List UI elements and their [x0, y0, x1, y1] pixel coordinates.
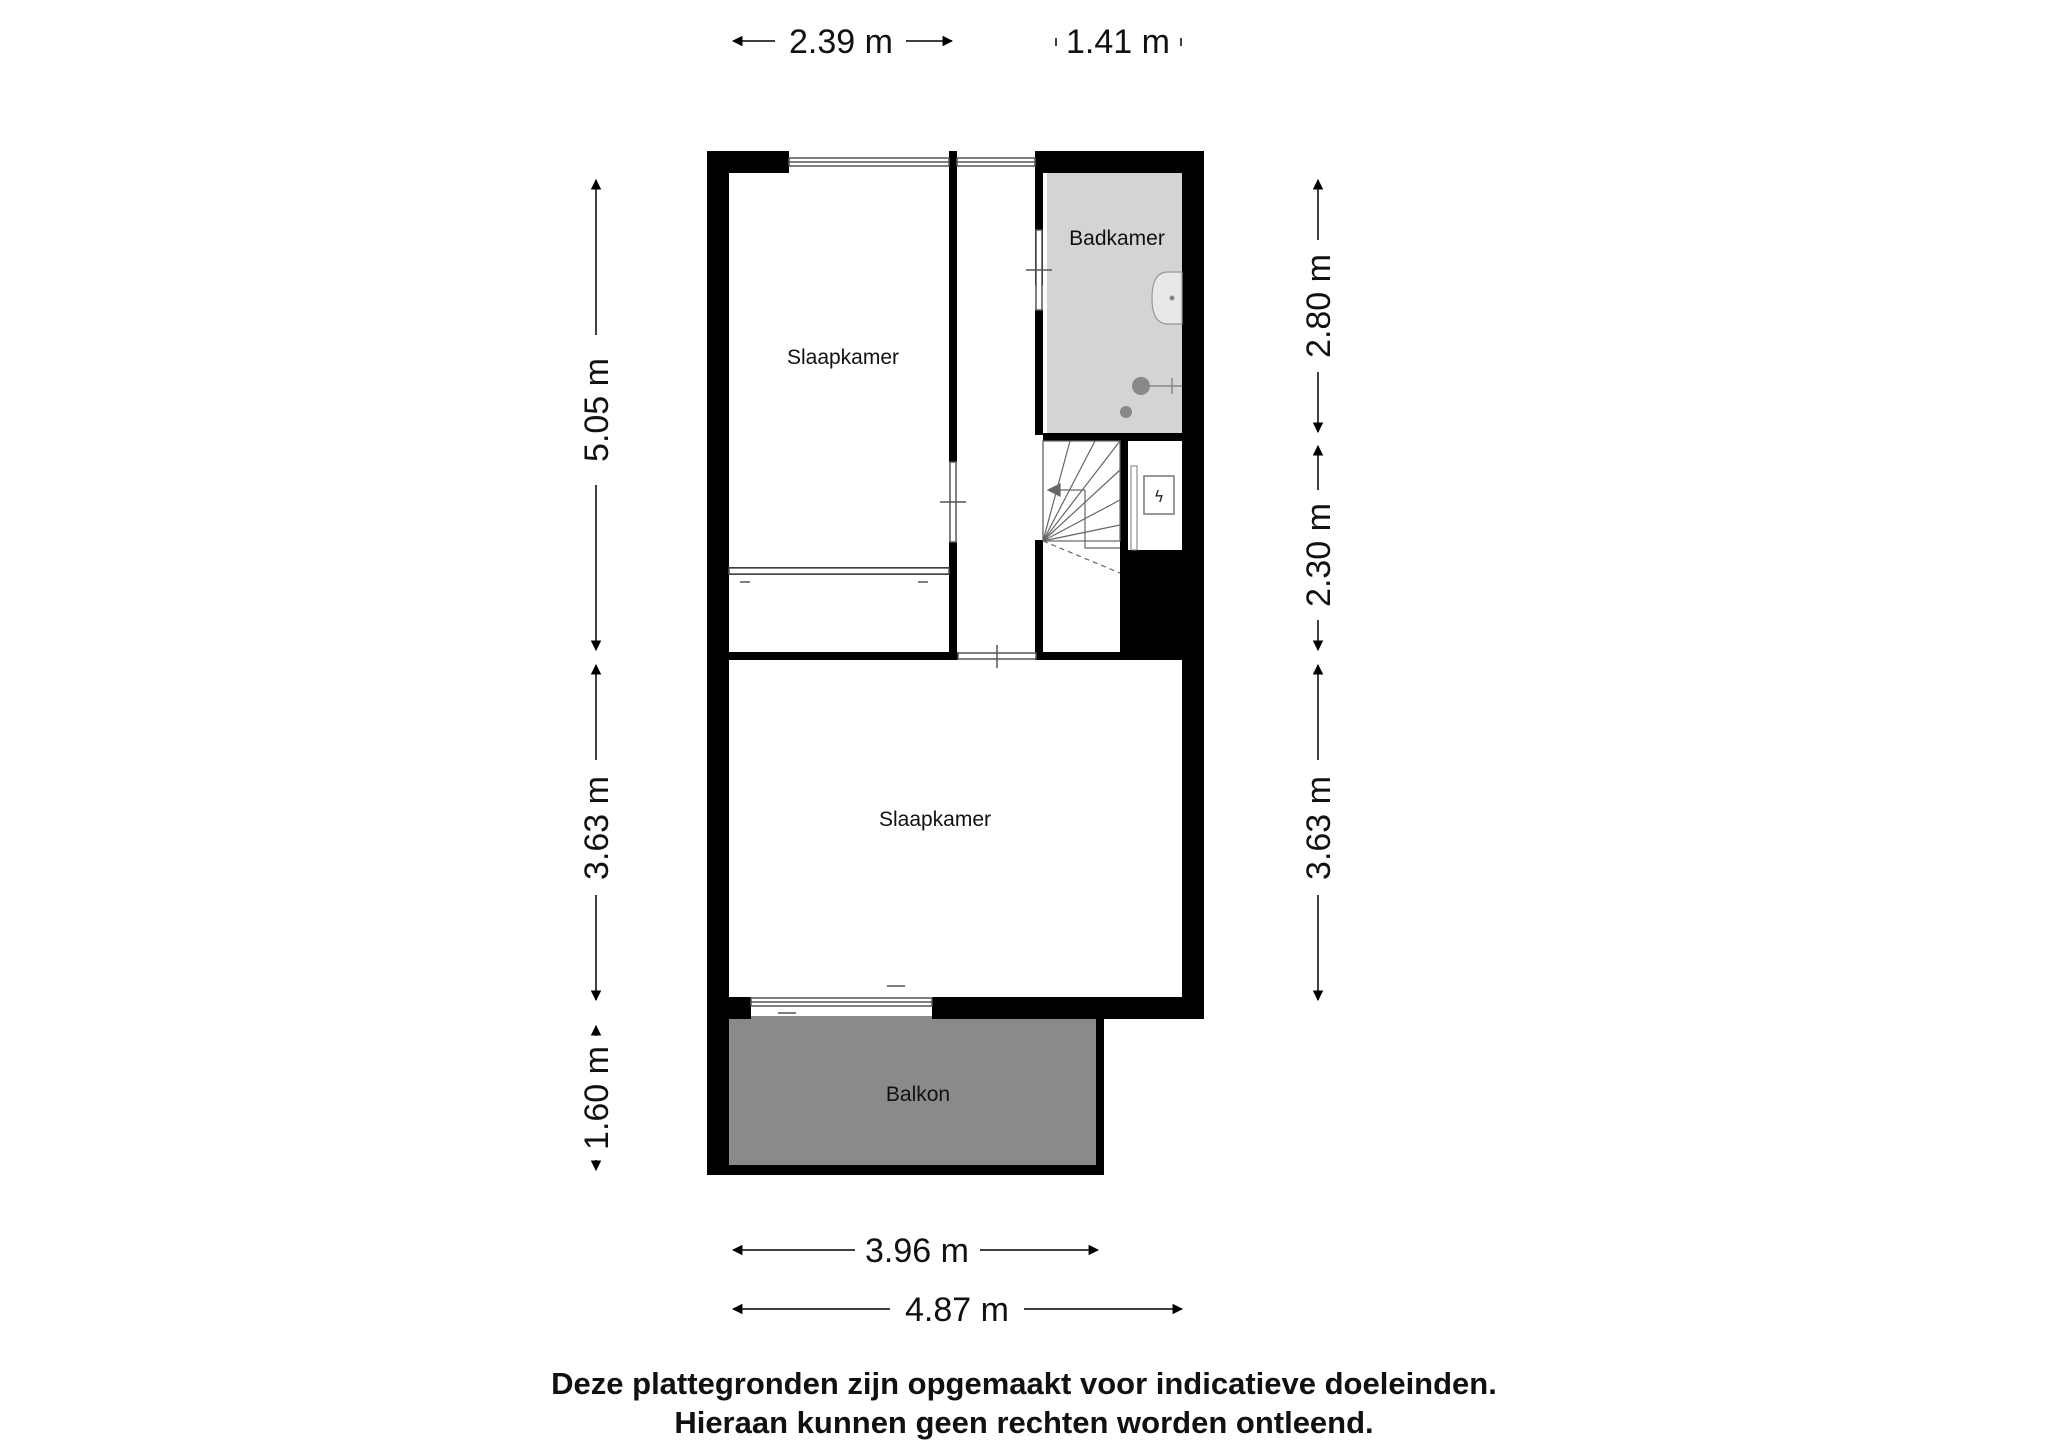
disclaimer-line-1: Deze plattegronden zijn opgemaakt voor indicatieve doeleinden. [551, 1366, 1497, 1401]
svg-text:ϟ: ϟ [1153, 487, 1165, 506]
dim-right-upper: 2.80 m [1300, 254, 1338, 358]
dim-top-right: 1.41 m [1066, 23, 1170, 61]
dim-left-lower: 1.60 m [578, 1046, 616, 1150]
room-label-bedroom-top: Slaapkamer [786, 346, 900, 369]
dim-bottom-inner: 3.96 m [865, 1232, 969, 1270]
disclaimer-line-2: Hieraan kunnen geen rechten worden ontleend. [674, 1405, 1374, 1440]
dim-right-lower: 3.63 m [1300, 776, 1338, 880]
dim-top-left: 2.39 m [789, 23, 893, 61]
room-label-bathroom: Badkamer [1069, 227, 1165, 250]
sink-icon [1152, 272, 1182, 324]
dim-left-middle: 3.63 m [578, 776, 616, 880]
dim-left-upper: 5.05 m [578, 358, 616, 462]
staircase [1040, 441, 1120, 652]
dim-bottom-outer: 4.87 m [905, 1291, 1009, 1329]
windows-top [789, 158, 1035, 166]
dim-right-middle: 2.30 m [1300, 503, 1338, 607]
room-label-balcony: Balkon [885, 1083, 951, 1106]
room-label-bedroom-bottom: Slaapkamer [878, 808, 992, 831]
boiler-icon [1131, 466, 1174, 550]
